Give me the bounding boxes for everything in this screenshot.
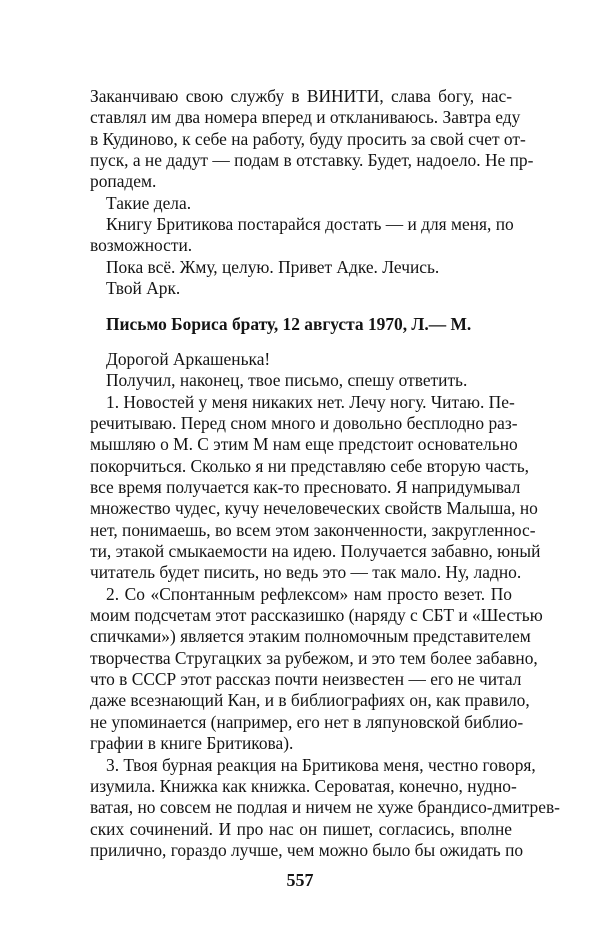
text-line: творчества Стругацких за рубежом, и это тем более забавно,	[90, 647, 538, 668]
text-line: Пока всё. Жму, целую. Привет Адке. Лечись.	[106, 256, 440, 277]
text-line: ских сочинений. И про нас он пишет, согласись, вполне	[90, 818, 512, 839]
text-line: Заканчиваю свою службу в ВИНИТИ, слава богу, нас-	[90, 86, 512, 106]
text-line: ропадем.	[90, 171, 157, 192]
text-line: графии в книге Бритикова).	[90, 733, 294, 754]
text-line: даже всезнающий Кан, и в библиографиях он, как правило,	[90, 690, 530, 711]
text-line: Твой Арк.	[106, 278, 181, 299]
text-line: прилично, гораздо лучше, чем можно было бы ожидать по	[90, 839, 524, 860]
text-line: нет, понимаешь, во всем этом законченности, закругленнос-	[90, 519, 536, 540]
text-line: Получил, наконец, твое письмо, спешу ответить.	[106, 370, 468, 391]
text-line: возможности.	[90, 235, 193, 256]
text-line: спичками») является этаким полномочным представителем	[90, 626, 531, 647]
text-line: ти, этакой смыкаемости на идею. Получается забавно, юный	[90, 541, 541, 561]
text-line: изумила. Книжка как книжка. Сероватая, конечно, нудно-	[90, 775, 517, 796]
section-heading: Письмо Бориса брату, 12 августа 1970, Л.— М.	[106, 313, 472, 334]
text-line: 3. Твоя бурная реакция на Бритикова меня, честно говоря,	[106, 754, 536, 775]
text-line: ставлял им два номера вперед и откланиваюсь. Завтра еду	[90, 107, 521, 128]
text-line: пуск, а не дадут — подам в отставку. Будет, надоело. Не пр-	[90, 150, 534, 171]
text-line: что в СССР этот рассказ почти неизвестен — его не читал	[90, 669, 522, 690]
text-line: 1. Новостей у меня никаких нет. Лечу ногу. Читаю. Пе-	[106, 391, 515, 412]
text-line: все время получается как-то пресновато. Я напридумывал	[90, 476, 521, 497]
text-line: Такие дела.	[106, 192, 192, 213]
text-line: моим подсчетам этот рассказишко (наряду с СБТ и «Шестью	[90, 605, 543, 626]
text-line: 2. Со «Спонтанным рефлексом» нам просто везет. По	[106, 583, 512, 604]
text-line: речитываю. Перед сном много и довольно бесплодно раз-	[90, 412, 518, 433]
text-line: множество чудес, кучу нечеловеческих свойств Малыша, но	[90, 498, 538, 519]
text-line: в Кудиново, к себе на работу, буду просить за свой счет от-	[90, 128, 526, 149]
text-line: Книгу Бритикова постарайся достать — и для меня, по	[106, 214, 514, 235]
text-line: ватая, но совсем не подлая и ничем не хуже брандисо-дмитрев-	[90, 797, 560, 818]
text-line: покорчиться. Сколько я ни представляю себе вторую часть,	[90, 455, 530, 476]
salutation: Дорогой Аркашенька!	[106, 348, 271, 369]
text-line: читатель будет писить, но ведь это — так мало. Ну, ладно.	[90, 562, 522, 583]
page-number: 557	[286, 870, 314, 891]
text-line: не упоминается (например, его нет в ляпуновской библио-	[90, 711, 524, 732]
text-line: мышляю о М. С этим М нам еще предстоит основательно	[90, 434, 518, 455]
